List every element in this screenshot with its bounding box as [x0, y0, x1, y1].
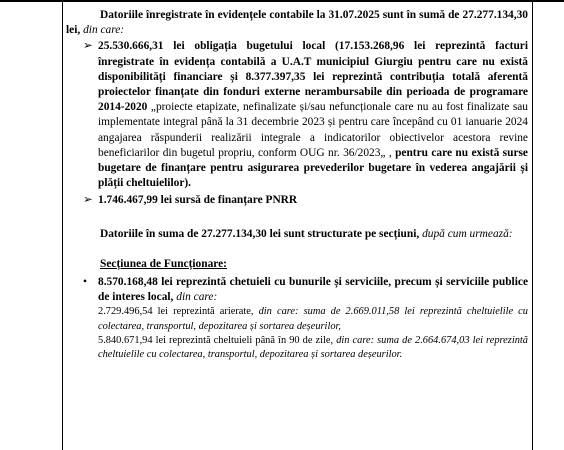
detail-1-italic: din care: suma de 2.669.011,58 lei reprezintă cheltuielile cu colectarea, transportul, depozitarea și sortarea deșeurilor, — [98, 306, 528, 332]
page-top-border — [0, 0, 564, 2]
bullet-icon: • — [83, 276, 87, 289]
page-left-border — [62, 0, 63, 450]
intro-text: Datoriile înregistrate în evidențele contabile la 31.07.2025 sunt în sumă de 27.277.134,30 lei, — [66, 9, 528, 37]
structure-paragraph — [66, 227, 528, 242]
arrow-bullet-icon: ➢ — [83, 194, 93, 207]
debt-list — [66, 39, 528, 208]
item-1-quote: „proiecte etapizate, nefinalizate și/sau nefuncționale care nu au fost finalizate sau implementate integral până la 31 decembrie 2023 și pentru care începând cu 01 ianuarie 2024 angajarea răspunderii realizării integrale a indicatorilor obiectivelor acestora revine beneficiarilor din bugetul propriu, conform OUG nr. 36/2023„ , — [98, 101, 528, 159]
list-item — [66, 193, 528, 208]
section-detail-1 — [66, 305, 528, 333]
detail-2-italic: din care: suma de 2.664.674,03 lei reprezintă cheltuielile cu colectarea, transportul, depozitarea și sortarea deșeurilor. — [98, 334, 528, 361]
intro-italic: din care: — [80, 24, 125, 37]
section-title: Secțiunea de Funcționare: — [100, 257, 227, 270]
structure-text: Datoriile în suma de 27.277.134,30 lei sunt structurate pe secțiuni, — [100, 227, 420, 240]
structure-italic: după cum urmează: — [419, 227, 513, 240]
detail-1-text: 2.729.496,54 lei reprezintă arierate, — [98, 306, 259, 318]
detail-2-text: 5.840.671,94 lei reprezintă cheltuieli până în 90 de zile, — [98, 334, 337, 346]
section-detail-2 — [66, 334, 528, 362]
document-content — [66, 8, 528, 362]
section-item — [66, 275, 528, 305]
section-main-italic: din care: — [173, 291, 218, 304]
arrow-bullet-icon: ➢ — [83, 40, 93, 53]
item-1-conclusion: pentru care nu există surse bugetare de finanțare pentru asigurarea prevederilor bugetare în vederea angajării și plății cheltuielilor). — [98, 146, 528, 190]
section-main-amount: 8.570.168,48 lei reprezintă chetuieli cu bunurile și serviciile, precum și serviciile publice de interes local, — [98, 276, 528, 304]
item-1-amount: 25.530.666,31 lei obligația bugetului local — [98, 40, 326, 53]
page-right-border — [532, 0, 533, 450]
intro-paragraph — [66, 8, 528, 38]
item-2-amount: 1.746.467,99 lei sursă de finanțare PNRR — [98, 194, 298, 207]
item-1-detail: (17.153.268,96 lei reprezintă facturi înregistrate în evidența contabilă a U.A.T municipiul Giurgiu pentru care nu există disponibilități financiare și 8.377.397,35 lei reprezintă contribuția totală aferentă proiectelor finanțate din fonduri externe nerambursabile din perioada de programare 2014-2020 — [98, 40, 528, 114]
list-item — [66, 39, 528, 191]
